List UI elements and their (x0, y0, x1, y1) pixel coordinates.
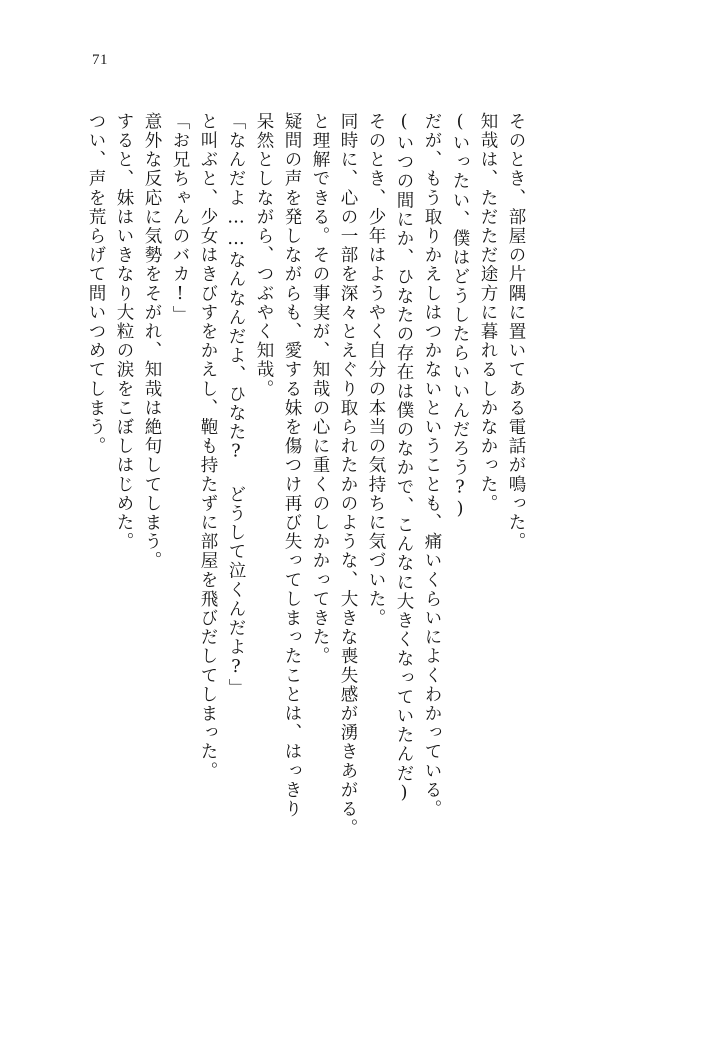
text-column-content: そのとき、少年はようやく自分の本当の気持ちに気づいた。 (366, 112, 386, 628)
text-column-content: 「なんだよ……なんなんだよ、ひなた? どうして泣くんだよ?」 (226, 112, 246, 698)
text-column-content: つい、声を荒らげて問いつめてしまう。 (86, 112, 106, 456)
text-column-content: (いったい、僕はどうしたらいいんだろう?) (450, 112, 470, 521)
text-column (384, 112, 412, 972)
page-number: 71 (92, 52, 108, 68)
text-column-content: と理解できる。その事実が、知哉の心に重くのしかかってきた。 (310, 112, 330, 666)
text-column (300, 112, 328, 972)
text-column-content: 「お兄ちゃんのバカ!」 (170, 112, 190, 325)
text-column (76, 112, 104, 972)
text-column (328, 112, 356, 972)
text-column (412, 112, 440, 972)
text-column-content: 同時に、心の一部を深々とえぐり取られたかのような、大きな喪失感が湧きあがる。 (338, 112, 358, 838)
text-column (188, 112, 216, 972)
text-column-content: (いつの間にか、ひなたの存在は僕のなかで、こんなに大きくなっていたんだ) (394, 112, 414, 805)
text-column (160, 112, 188, 972)
text-column-content: と叫ぶと、少女はきびすをかえし、鞄も持たずに部屋を飛びだしてしまった。 (198, 112, 218, 781)
text-column-content: だが、もう取りかえしはつかないということも、痛いくらいによくわかっている。 (422, 112, 442, 819)
text-column (104, 112, 132, 972)
text-column-content: 疑問の声を発しながらも、愛する妹を傷つけ再び失ってしまったことは、はっきり (282, 112, 302, 819)
text-column (244, 112, 272, 972)
text-column (216, 112, 244, 972)
text-column (496, 112, 524, 972)
text-column (440, 112, 468, 972)
text-column (272, 112, 300, 972)
vertical-text-body (76, 112, 636, 972)
text-column (468, 112, 496, 972)
text-column-content: すると、妹はいきなり大粒の涙をこぼしはじめた。 (114, 112, 134, 552)
text-column-content: 呆然としながら、つぶやく知哉。 (254, 112, 274, 399)
text-column-content: そのとき、部屋の片隅に置いてある電話が鳴った。 (506, 112, 526, 552)
text-column-content: 知哉は、ただただ途方に暮れるしかなかった。 (478, 112, 498, 514)
text-column (132, 112, 160, 972)
text-column-content: 意外な反応に気勢をそがれ、知哉は絶句してしまう。 (142, 112, 162, 571)
text-column (356, 112, 384, 972)
